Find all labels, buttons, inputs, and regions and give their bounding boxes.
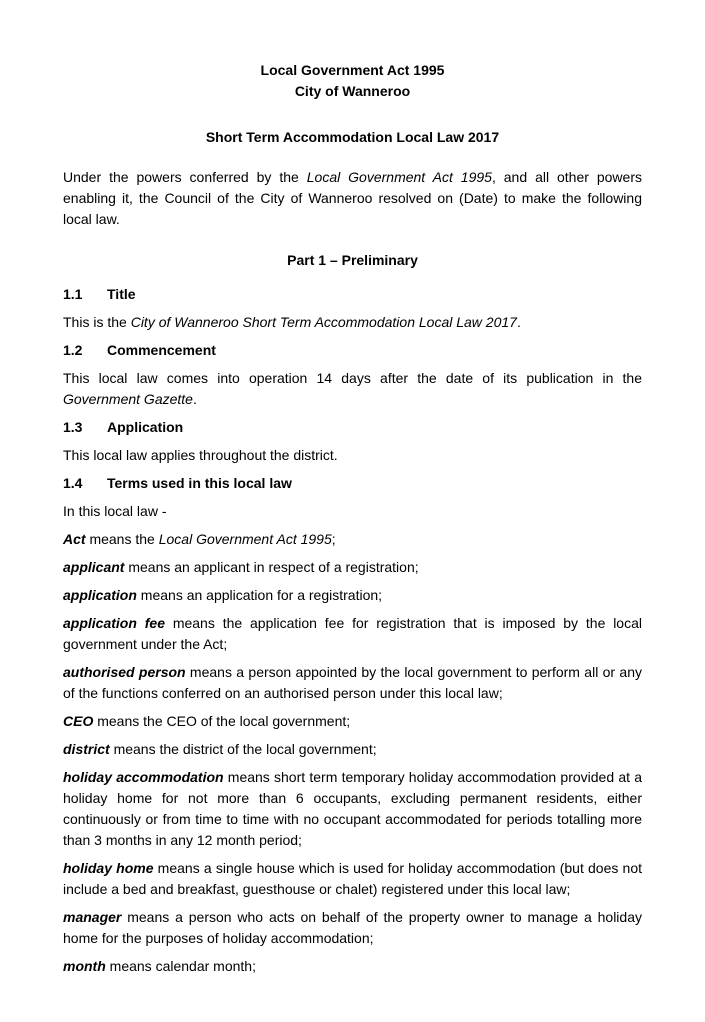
text-run: . — [516, 314, 521, 330]
law-title: Short Term Accommodation Local Law 2017 — [205, 129, 500, 145]
text-run: ; — [331, 531, 336, 547]
text-run: This is the — [63, 314, 131, 330]
text-run: , and all other powers enabling it, the Council of the City of Wanneroo resolved on (Date) to make the following local law. — [63, 169, 642, 227]
authority-title-line: City of Wanneroo — [294, 83, 411, 99]
text-run: Government Gazette — [63, 391, 193, 407]
section-title: Title — [107, 286, 136, 302]
defined-term: month — [63, 958, 106, 974]
text-run: means a person appointed by the local government to perform all or any of the functions conferred on an authorised person under this local law; — [63, 664, 643, 701]
section-number: 1.2 — [63, 342, 83, 358]
text-run: Under the powers conferred by the — [63, 169, 307, 185]
text-run: means short term temporary holiday accommodation provided at a holiday home for not more than 6 occupants, excluding permanent residents, either continuously or from time to time with no occupant accommodated for periods totalling more than 3 months in any 12 month period; — [63, 769, 643, 848]
text-run: means a person who acts on behalf of the property owner to manage a holiday home for the purposes of holiday accommodation; — [63, 909, 642, 946]
section-1-3-heading — [63, 417, 642, 438]
defined-term: CEO — [63, 713, 94, 729]
definition-ceo — [63, 711, 642, 732]
section-number: 1.1 — [63, 286, 83, 302]
defined-term: application — [63, 587, 137, 603]
section-title: Commencement — [107, 342, 216, 358]
section-title: Application — [107, 419, 184, 435]
text-run: In this local law - — [63, 503, 167, 519]
text-run: City of Wanneroo Short Term Accommodation Local Law 2017 — [130, 314, 517, 330]
defined-term: holiday home — [63, 860, 154, 876]
text-run: means an application for a registration; — [136, 587, 383, 603]
section-number: 1.4 — [63, 475, 83, 491]
text-run: Local Government Act 1995 — [158, 531, 332, 547]
defined-term: district — [63, 741, 110, 757]
defined-term: application fee — [63, 615, 165, 631]
intro-paragraph — [63, 167, 642, 230]
definition-month — [63, 956, 642, 977]
text-run: means the application fee for registration that is imposed by the local government under the Act; — [63, 615, 642, 652]
section-title: Terms used in this local law — [107, 475, 292, 491]
text-run: This local law comes into operation 14 days after the date of its publication in the — [63, 370, 642, 386]
section-1-1-body — [63, 312, 642, 333]
definition-application — [63, 585, 642, 606]
defined-term: authorised person — [63, 664, 186, 680]
definition-application-fee — [63, 613, 642, 655]
document-header — [63, 60, 642, 102]
text-run: . — [192, 391, 197, 407]
definition-district — [63, 739, 642, 760]
definition-act — [63, 529, 642, 550]
section-1-4-heading — [63, 473, 642, 494]
text-run: means an applicant in respect of a registration; — [124, 559, 419, 575]
text-run: means the CEO of the local government; — [93, 713, 351, 729]
section-number: 1.3 — [63, 419, 83, 435]
text-run: means calendar month; — [105, 958, 256, 974]
section-1-3-body — [63, 445, 642, 466]
defined-term: manager — [63, 909, 122, 925]
definition-holiday-accommodation — [63, 767, 642, 851]
definition-holiday-home — [63, 858, 642, 900]
defined-term: holiday accommodation — [63, 769, 224, 785]
section-1-1-heading — [63, 284, 642, 305]
definition-authorised-person — [63, 662, 642, 704]
definition-manager — [63, 907, 642, 949]
section-1-2-body — [63, 368, 642, 410]
act-title-line: Local Government Act 1995 — [260, 62, 445, 78]
text-run: means the — [85, 531, 159, 547]
defined-term: Act — [63, 531, 86, 547]
section-1-2-heading — [63, 340, 642, 361]
definition-applicant — [63, 557, 642, 578]
text-run: Local Government Act 1995 — [306, 169, 492, 185]
part-1-heading: Part 1 – Preliminary — [287, 252, 418, 268]
text-run: means a single house which is used for holiday accommodation (but does not include a bed and breakfast, guesthouse or chalet) registered under this local law; — [63, 860, 642, 897]
terms-intro-paragraph — [63, 501, 642, 522]
text-run: This local law applies throughout the district. — [63, 447, 338, 463]
defined-term: applicant — [63, 559, 125, 575]
document-body — [63, 167, 642, 977]
text-run: means the district of the local government; — [109, 741, 377, 757]
